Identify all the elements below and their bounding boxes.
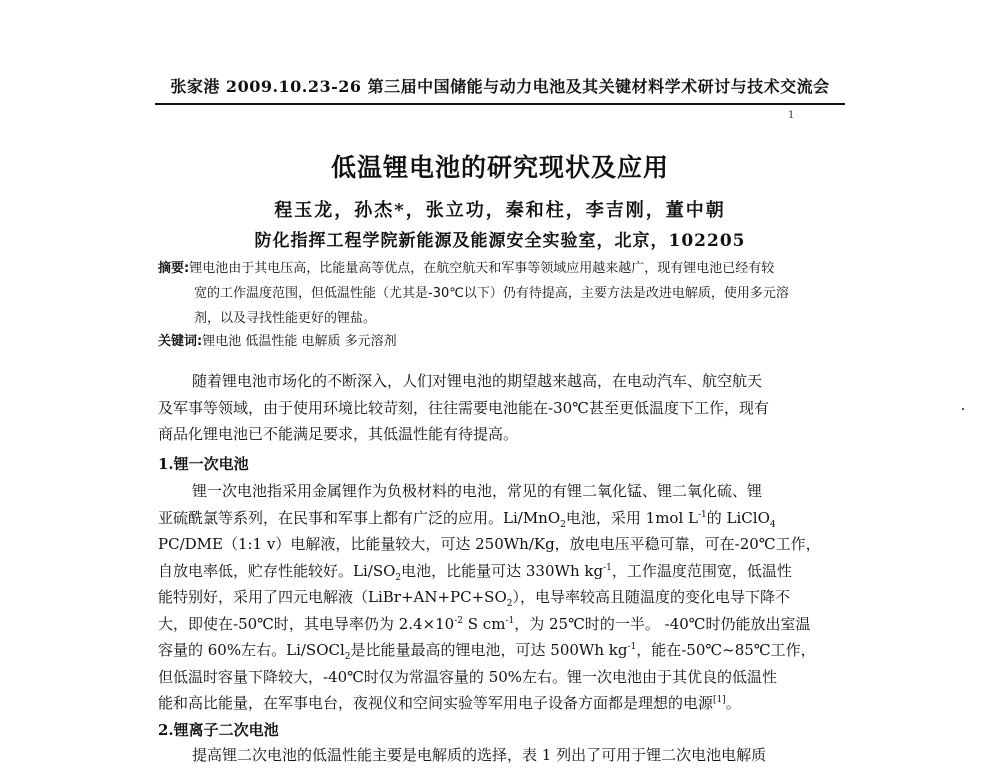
s2-line-1: 提高锂二次电池的低温性能主要是电解质的选择，表 1 列出了可用于锂二次电池电解质: [192, 746, 767, 764]
s1-line-5: [158, 584, 858, 611]
s1-line-7-c: ，能在-50℃~85℃工作，: [636, 641, 816, 659]
s1-line-4-b: 电池，比能量可达 330Wh kg: [401, 561, 604, 580]
author-list: 程玉龙，孙杰*，张立功，秦和柱，李吉刚，董中朝: [274, 200, 726, 221]
conference-header: 张家港 2009.10.23-26 第三届中国储能与动力电池及其关键材料学术研讨与技术交流会: [170, 77, 830, 96]
citation-ref: [1]: [713, 695, 726, 705]
s1-line-5-b: ），电导率较高且随温度的变化电导下降不: [512, 588, 791, 606]
s1-line-2-text: 亚硫酰氯等系列，在民事和军事上都有广泛的应用。: [158, 508, 504, 527]
intro-paragraph: [158, 368, 858, 448]
keywords-text: 锂电池 低温性能 电解质 多元溶剂: [202, 334, 397, 349]
intro-line-3: 商品化锂电池已不能满足要求，其低温性能有待提高。: [158, 425, 519, 443]
s1-line-7-a: 容量的 60%左右。Li/SOCl: [158, 641, 345, 659]
s1-line-4-sup: -1: [603, 562, 612, 573]
s1-line-2-formula: Li/MnO: [503, 508, 561, 527]
abstract-label: 摘要:: [158, 261, 190, 276]
abstract-line-3: 剂，以及寻找性能更好的锂盐。: [194, 311, 377, 326]
section-1-heading: 1.锂一次电池: [158, 455, 249, 473]
s1-line-5-a: 能特别好，采用了四元电解液（LiBr+AN+PC+SO: [158, 588, 507, 606]
intro-line-2: 及军事等领域，由于使用环境比较苛刻，往往需要电池能在-30℃甚至更低温度下工作，现有: [158, 398, 769, 417]
intro-line-1: 随着锂电池市场化的不断深入，人们对锂电池的期望越来越高，在电动汽车、航空航天: [192, 372, 763, 390]
s1-line-4-sub: 2: [395, 572, 402, 583]
s1-line-5-sub: 2: [506, 599, 513, 609]
s1-line-2-sup: -1: [697, 509, 707, 520]
paper-title: 低温锂电池的研究现状及应用: [330, 153, 669, 182]
s1-line-6-b: S cm: [463, 614, 506, 633]
s1-line-9-a: 能和高比能量，在军事电台，夜视仪和空间实验等军用电子设备方面都是理想的电源: [158, 694, 714, 712]
page-mark: 1: [788, 110, 795, 121]
s1-line-6: [158, 611, 858, 638]
s1-line-1: 锂一次电池指采用金属锂作为负极材料的电池，常见的有锂二氧化锰、锂二氧化硫、锂: [192, 482, 763, 500]
s1-line-2-c-sub: 4: [769, 519, 776, 530]
s1-line-4: [158, 558, 858, 585]
abstract-line-2: 宽的工作温度范围，但低温性能（尤其是-30℃以下）仍有待提高，主要方法是改进电解质，使用多元溶: [194, 286, 789, 301]
section-1-paragraph: [158, 478, 858, 717]
s1-line-9: [158, 690, 858, 717]
s1-line-2-formula-sub: 2: [560, 519, 566, 530]
s1-line-2-b: 电池，采用 1mol L: [565, 508, 698, 527]
section-2-heading: 2.锂离子二次电池: [158, 721, 279, 739]
affiliation: 防化指挥工程学院新能源及能源安全实验室，北京，102205: [254, 231, 746, 251]
s1-line-8: 但低温时容量下降较大，-40℃时仅为常温容量的 50%左右。锂一次电池由于其优良的低温性: [158, 667, 778, 686]
abstract: [158, 256, 848, 331]
keywords-label: 关键词:: [158, 334, 203, 349]
s1-line-7-b: 是比能量最高的锂电池，可达 500Wh kg: [350, 641, 628, 659]
s1-line-6-a: 大，即使在-50℃时，其电导率仍为 2.4×10: [158, 614, 455, 633]
section-2-paragraph: [158, 742, 858, 769]
s1-line-6-sup-1: -2: [454, 615, 463, 626]
s1-line-2-c: 的 LiClO: [706, 508, 770, 527]
abstract-line-1: 锂电池由于其电压高，比能量高等优点，在航空航天和军事等领域应用越来越广，现有锂电池已经有较: [189, 261, 775, 276]
s1-line-7-sub: 2: [344, 652, 351, 662]
header-rule: [155, 103, 845, 105]
s1-line-9-b: 。: [725, 694, 741, 712]
s1-line-6-c: ，为 25℃时的一半。 -40℃时仍能放出室温: [514, 614, 811, 633]
s1-line-4-a: 自放电率低，贮存性能较好。Li/SO: [158, 561, 396, 580]
scan-speck: [962, 408, 964, 410]
s1-line-6-sup-2: -1: [505, 615, 515, 626]
s1-line-4-c: ，工作温度范围宽，低温性: [611, 561, 792, 580]
s1-line-2: [158, 505, 858, 532]
s1-line-3: PC/DME（1:1 v）电解液，比能量较大，可达 250Wh/Kg，放电电压平稳可靠，可在-20℃工作，: [158, 535, 821, 553]
keywords: [158, 332, 848, 352]
s1-line-7-sup: -1: [627, 642, 637, 652]
s1-line-7: [158, 637, 858, 664]
